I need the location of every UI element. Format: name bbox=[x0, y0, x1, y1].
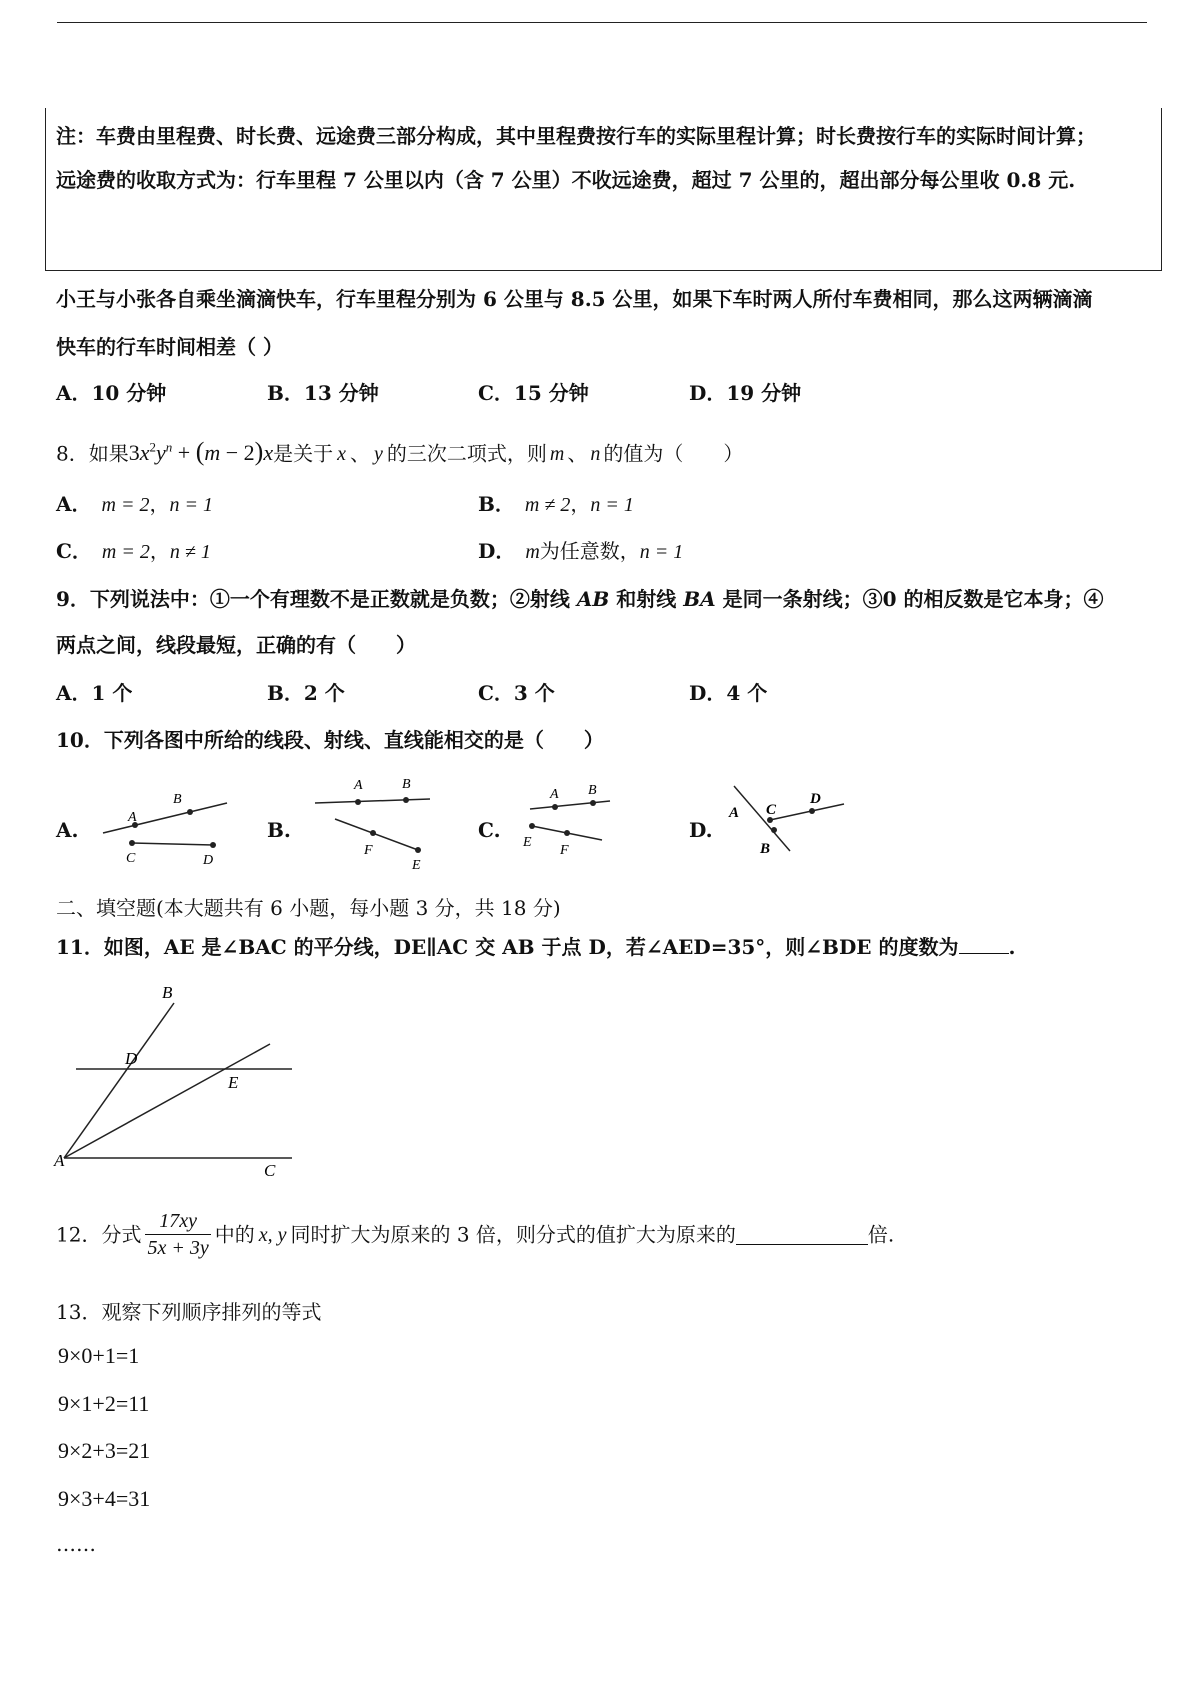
section-2-title: 二、填空题(本大题共有 6 小题，每小题 3 分，共 18 分) bbox=[56, 896, 561, 920]
q10-option-b-label: B. bbox=[267, 818, 291, 842]
point-b bbox=[403, 797, 409, 803]
q8-mid-1: 是关于 bbox=[273, 441, 334, 466]
q13-equation-1: 9×0+1=1 bbox=[58, 1343, 140, 1368]
ray-cd bbox=[770, 804, 844, 820]
point-f bbox=[564, 830, 570, 836]
label-a: A bbox=[729, 805, 740, 821]
q7-stem-line-2: 快车的行车时间相差（ ） bbox=[56, 335, 283, 359]
q13-equation-4: 9×3+4=31 bbox=[58, 1486, 151, 1511]
q13-equation-3: 9×2+3=21 bbox=[58, 1438, 151, 1463]
header-rule bbox=[57, 22, 1147, 23]
q8-prefix: 8．如果 bbox=[56, 441, 129, 466]
label-a: A bbox=[550, 787, 559, 802]
line-ab bbox=[64, 1003, 174, 1158]
q9-option-d: D．4 个 bbox=[689, 681, 768, 705]
segment-cd bbox=[132, 843, 213, 845]
q7-option-d: D．19 分钟 bbox=[689, 381, 802, 405]
q11-figure bbox=[52, 978, 302, 1178]
line-ae bbox=[64, 1044, 270, 1158]
note-line-1: 注：车费由里程费、时长费、远途费三部分构成，其中里程费按行车的实际里程计算；时长费按行车的实际时间计算； bbox=[56, 124, 1096, 148]
q13-ellipsis: …… bbox=[56, 1532, 96, 1556]
q7-option-c: C．15 分钟 bbox=[478, 381, 589, 405]
q10-option-d-label: D. bbox=[689, 818, 713, 842]
note-line-2: 远途费的收取方式为：行车里程 7 公里以内（含 7 公里）不收远途费，超过 7 公里的，超出部分每公里收 0.8 元. bbox=[56, 168, 1076, 192]
q9-stem-line-1: 9．下列说法中：①一个有理数不是正数就是负数；②射线 AB 和射线 BA 是同一条射线；③0 的相反数是它本身；④ bbox=[56, 587, 1104, 611]
label-a: A bbox=[354, 778, 363, 793]
q10-figure-b bbox=[310, 774, 435, 874]
label-d: D bbox=[203, 853, 214, 868]
q9-stem-line-2: 两点之间，线段最短，正确的有（ ） bbox=[56, 633, 416, 657]
q12-answer-blank bbox=[736, 1224, 868, 1245]
q7-option-b: B．13 分钟 bbox=[267, 381, 379, 405]
q8-expression: $3x^2y^n + (m - 2)x$ bbox=[128, 437, 274, 467]
q10-figure-c bbox=[520, 776, 620, 861]
label-d: D bbox=[125, 1049, 138, 1068]
q7-stem-line-1: 小王与小张各自乘坐滴滴快车，行车里程分别为 6 公里与 8.5 公里，如果下车时两人所付车费相同，那么这两辆滴滴 bbox=[56, 287, 1093, 311]
point-b bbox=[590, 800, 596, 806]
label-f: F bbox=[560, 843, 569, 858]
label-e: E bbox=[523, 835, 532, 850]
q7-option-a: A．10 分钟 bbox=[56, 381, 167, 405]
point-f bbox=[370, 830, 376, 836]
label-b: B bbox=[402, 777, 411, 792]
label-c: C bbox=[126, 851, 136, 866]
label-c: C bbox=[264, 1161, 276, 1178]
point-c bbox=[129, 840, 135, 846]
q8-option-b: B． m ≠ 2，n = 1 bbox=[478, 492, 634, 516]
q13-equation-2: 9×1+2=11 bbox=[58, 1391, 150, 1416]
point-e bbox=[529, 823, 535, 829]
q8-option-c: C． m = 2，n ≠ 1 bbox=[56, 539, 211, 563]
line-ab bbox=[530, 801, 610, 809]
q10-figure-d bbox=[722, 776, 852, 866]
label-e: E bbox=[412, 858, 421, 873]
q10-option-c-label: C. bbox=[478, 818, 501, 842]
point-e bbox=[415, 847, 421, 853]
q9-option-b: B．2 个 bbox=[267, 681, 345, 705]
q13-stem: 13．观察下列顺序排列的等式 bbox=[56, 1300, 322, 1324]
q8-option-d: D． m为任意数，n = 1 bbox=[478, 539, 684, 563]
q12-stem: 12．分式 $\frac{17xy}{5x + 3y}$ 中的 x, y 同时扩大为原来的 3 倍，则分式的值扩大为原来的 倍. bbox=[56, 1210, 895, 1259]
label-d: D bbox=[810, 791, 821, 807]
point-b bbox=[771, 827, 777, 833]
point-a bbox=[355, 799, 361, 805]
q11-answer-blank bbox=[959, 933, 1009, 954]
q10-figure-a bbox=[95, 778, 235, 868]
point-a bbox=[552, 804, 558, 810]
line-ab bbox=[315, 799, 430, 803]
label-c: C bbox=[766, 802, 777, 818]
label-b: B bbox=[173, 792, 182, 807]
q9-option-c: C．3 个 bbox=[478, 681, 555, 705]
q8-suffix: 的值为（ ） bbox=[603, 441, 744, 466]
q10-stem: 10．下列各图中所给的线段、射线、直线能相交的是（ ） bbox=[56, 728, 604, 752]
q10-option-a-label: A. bbox=[56, 818, 79, 842]
point-b bbox=[187, 809, 193, 815]
line-ab bbox=[103, 803, 227, 833]
q12-fraction: $\frac{17xy}{5x + 3y}$ bbox=[147, 1210, 209, 1259]
label-a: A bbox=[128, 810, 137, 825]
q9-option-a: A．1 个 bbox=[56, 681, 133, 705]
point-d bbox=[809, 808, 815, 814]
label-b: B bbox=[162, 983, 173, 1002]
label-f: F bbox=[364, 843, 373, 858]
label-b: B bbox=[760, 841, 771, 857]
q8-option-a: A． m = 2，n = 1 bbox=[56, 492, 213, 516]
label-a: A bbox=[54, 1151, 65, 1170]
label-e: E bbox=[228, 1073, 239, 1092]
q8-stem: 8．如果$3x^2y^n + (m - 2)x$是关于 x 、 y 的三次二项式，则 m 、 n 的值为（ ） bbox=[56, 437, 744, 467]
ray-ef bbox=[335, 819, 418, 850]
label-b: B bbox=[588, 783, 597, 798]
q11-stem: 11．如图，AE 是∠BAC 的平分线，DE∥AC 交 AB 于点 D，若∠AED=35°，则∠BDE 的度数为 . bbox=[56, 935, 1016, 959]
q8-mid-2: 的三次二项式，则 bbox=[386, 441, 547, 466]
point-d bbox=[210, 842, 216, 848]
